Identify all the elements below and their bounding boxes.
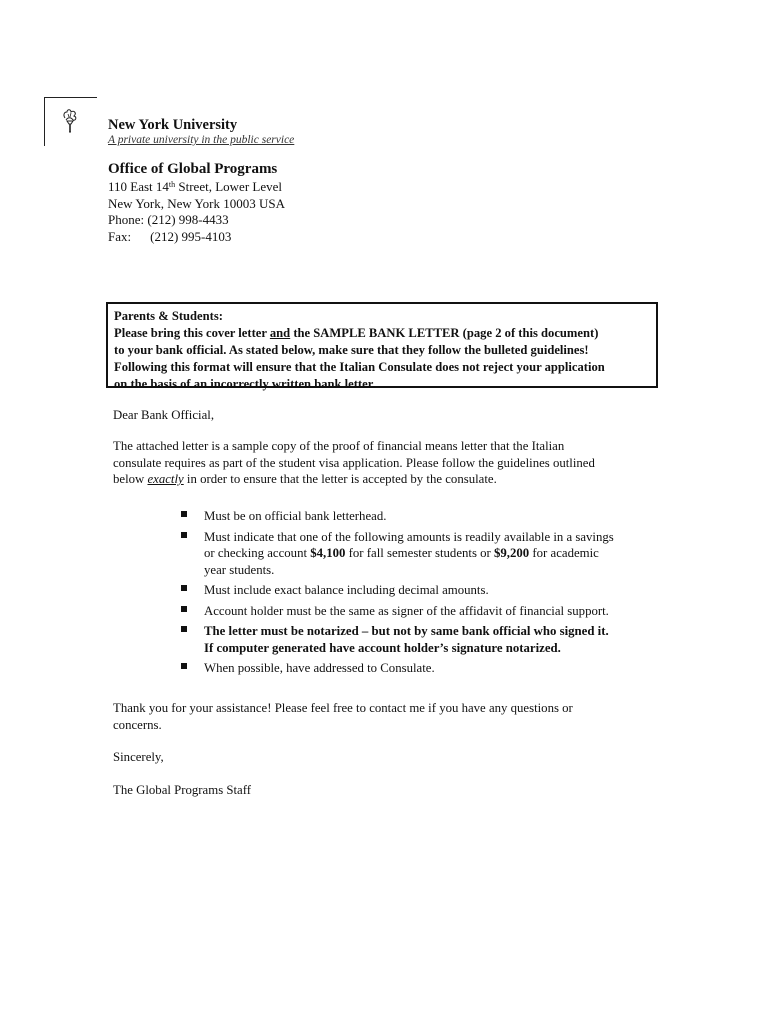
notice-line-2-post: the SAMPLE BANK LETTER (page 2 of this document) — [290, 326, 599, 340]
phone-line: Phone: (212) 998-4433 — [108, 212, 229, 227]
notice-line-2-pre: Please bring this cover letter — [114, 326, 270, 340]
fax-label: Fax: — [108, 229, 132, 244]
notice-box — [106, 302, 658, 391]
year-amount: $9,200 — [494, 546, 530, 560]
bullet-square-icon — [181, 663, 187, 669]
bullet-text: Must be on official bank letterhead. — [204, 509, 387, 523]
thanks-paragraph — [113, 700, 653, 733]
address-street-rest: Street, Lower Level — [175, 179, 282, 194]
address-street-suffix: th — [168, 180, 176, 189]
closing: Sincerely, — [113, 750, 164, 764]
bullet-text-line-2 — [204, 545, 651, 562]
address-street-prefix: 110 East 14 — [108, 179, 169, 194]
university-tagline: A private university in the public service — [108, 134, 295, 146]
intro-line-1: The attached letter is a sample copy of the proof of financial means letter that the Italian — [113, 439, 565, 453]
list-item — [181, 529, 651, 579]
bullet-text: Must include exact balance including decimal amounts. — [204, 583, 489, 597]
bullet-text-post: for academic — [529, 546, 599, 560]
intro-paragraph — [113, 438, 653, 488]
bullet-square-icon — [181, 511, 187, 517]
notice-line-5: on the basis of an incorrectly written bank letter. — [114, 377, 376, 391]
bullet-square-icon — [181, 626, 187, 632]
bullet-text-line-2: If computer generated have account holder’s signature notarized. — [204, 640, 561, 655]
office-title: Office of Global Programs — [108, 161, 278, 177]
fall-amount: $4,100 — [310, 546, 346, 560]
bullet-text-mid: for fall semester students or — [345, 546, 494, 560]
fax-number: (212) 995-4103 — [150, 229, 232, 244]
notice-line-4: Following this format will ensure that the Italian Consulate does not reject your application — [114, 360, 605, 374]
intro-line-3-emphasis: exactly — [147, 472, 184, 486]
bullet-square-icon — [181, 585, 187, 591]
bullet-text-pre: or checking account — [204, 546, 311, 560]
bullet-text-line-3: year students. — [204, 562, 275, 577]
nyu-torch-logo-icon — [59, 108, 81, 138]
fax-line — [108, 229, 231, 246]
address-line-1 — [108, 179, 282, 196]
thanks-line-2: concerns. — [113, 717, 162, 732]
bullet-text-line-1: The letter must be notarized – but not by same bank official who signed it. — [204, 624, 609, 638]
university-name: New York University — [108, 117, 238, 133]
notice-line-3: to your bank official. As stated below, make sure that they follow the bulleted guidelines! — [114, 343, 589, 357]
intro-line-2: consulate requires as part of the student visa application. Please follow the guidelines outlined — [113, 455, 595, 470]
intro-line-3 — [113, 471, 653, 488]
intro-line-3-post: in order to ensure that the letter is accepted by the consulate. — [183, 472, 497, 486]
bullet-text: When possible, have addressed to Consulate. — [204, 661, 435, 675]
thanks-line-1: Thank you for your assistance! Please feel free to contact me if you have any questions or — [113, 701, 573, 715]
bullet-square-icon — [181, 606, 187, 612]
notice-line-2 — [114, 325, 656, 342]
list-item — [181, 603, 651, 620]
bullet-text-line-1: Must indicate that one of the following amounts is readily available in a savings — [204, 529, 614, 544]
bullet-square-icon — [181, 532, 187, 538]
list-item — [181, 508, 651, 525]
address-line-2: New York, New York 10003 USA — [108, 196, 285, 211]
notice-heading: Parents & Students: — [114, 309, 223, 323]
logo-frame — [44, 97, 97, 146]
list-item — [181, 582, 651, 599]
intro-line-3-pre: below — [113, 472, 148, 486]
list-item — [181, 623, 651, 656]
bullet-text: Account holder must be the same as signer of the affidavit of financial support. — [204, 603, 609, 618]
signature: The Global Programs Staff — [113, 783, 252, 797]
list-item — [181, 660, 651, 677]
notice-line-2-emphasis: and — [269, 326, 291, 340]
salutation: Dear Bank Official, — [113, 408, 215, 422]
guidelines-list — [181, 508, 651, 681]
